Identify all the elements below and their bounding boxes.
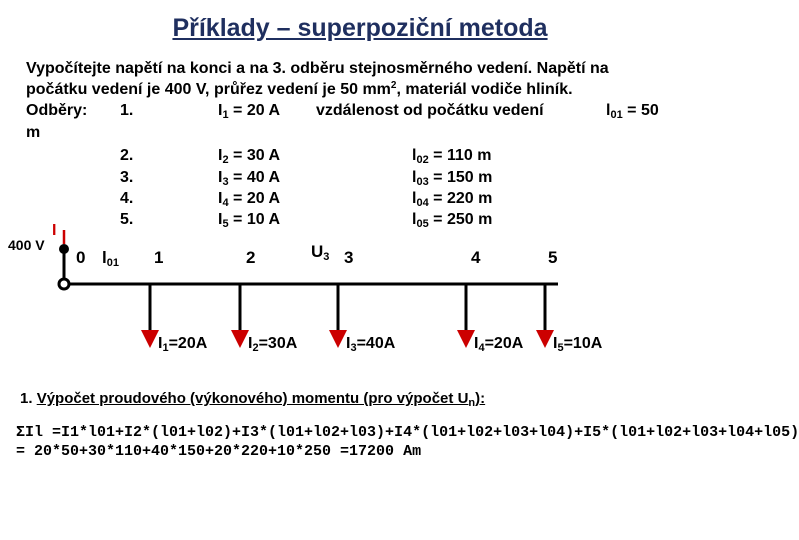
load-num-4: 4. [120, 190, 134, 207]
branch-4-arrow [457, 330, 475, 348]
load-num-5: 5. [120, 211, 134, 228]
calc-heading: 1. Výpočet proudového (výkonového) momentu (pro výpočet $U_n$): [20, 390, 486, 409]
u3-label: $U_3$ [311, 242, 330, 263]
node-3-label: 3 [344, 248, 354, 267]
branch-1 [141, 284, 159, 348]
branch-4-label: $I_4=20A$ [474, 335, 524, 354]
branch-4 [457, 284, 475, 348]
load-current-5: $I_5 = 10$ A [218, 211, 281, 230]
node-0-label: 0 [76, 248, 86, 267]
branch-5-label: $I_5=10A$ [553, 335, 603, 354]
load-num-1: 1. [120, 102, 134, 119]
branch-2 [231, 284, 249, 348]
load-num-3: 3. [120, 169, 134, 186]
load-current-4: $I_4 = 20$ A [218, 190, 281, 209]
page-title: Příklady – superpoziční metoda [172, 14, 548, 42]
problem-line-2: počátku vedení je 400 V, průřez vedení je 50 $mm^2$, materiál vodiče hliník. [26, 80, 573, 98]
segment-l01-label: $l_{01}$ [102, 248, 119, 269]
load-distance-3: $l_{03} = 150$ m [412, 169, 493, 188]
load-num-2: 2. [120, 147, 134, 164]
branch-3 [329, 284, 347, 348]
node-1-label: 1 [154, 248, 164, 267]
load-current-2: $I_2 = 30$ A [218, 147, 281, 166]
branch-1-arrow [141, 330, 159, 348]
load-distance-1: $l_{01} = 50$ [606, 102, 659, 121]
problem-line-1: Vypočítejte napětí na konci a na 3. odběru stejnosměrného vedení. Napětí na [26, 60, 609, 77]
branch-2-arrow [231, 330, 249, 348]
source-voltage-label: 400 V [8, 237, 45, 253]
node-4-label: 4 [471, 248, 481, 267]
node-2-label: 2 [246, 248, 256, 267]
branch-5 [536, 284, 554, 348]
load-distance-5: $l_{05} = 250$ m [412, 211, 493, 230]
node-0-terminal [59, 279, 69, 289]
load-current-3: $I_3 = 40$ A [218, 169, 281, 188]
branch-1-label: $I_1=20A$ [158, 335, 208, 354]
formula-line-2: = 20*50+30*110+40*150+20*220+10*250 =17200 Am [16, 443, 422, 460]
branch-3-arrow [329, 330, 347, 348]
node-5-label: 5 [548, 248, 558, 267]
odbery-label: Odběry: [26, 102, 88, 119]
wrap-unit: m [26, 124, 41, 141]
branch-2-label: $I_2=30A$ [248, 335, 298, 354]
load-current-1: $I_1 = 20$ A [218, 102, 281, 121]
distance-label: vzdálenost od počátku vedení [316, 102, 544, 119]
source-current-label: I [52, 222, 57, 239]
formula-line-1: ΣIl =I1*l01+I2*(l01+l02)+I3*(l01+l02+l03)+I4*(l01+l02+l03+l04)+I5*(l01+l02+l03+l04+l05) [16, 424, 799, 441]
load-distance-4: $l_{04} = 220$ m [412, 190, 493, 209]
branch-3-label: $I_3=40A$ [346, 335, 396, 354]
load-distance-2: $l_{02} = 110$ m [412, 147, 492, 166]
branch-5-arrow [536, 330, 554, 348]
